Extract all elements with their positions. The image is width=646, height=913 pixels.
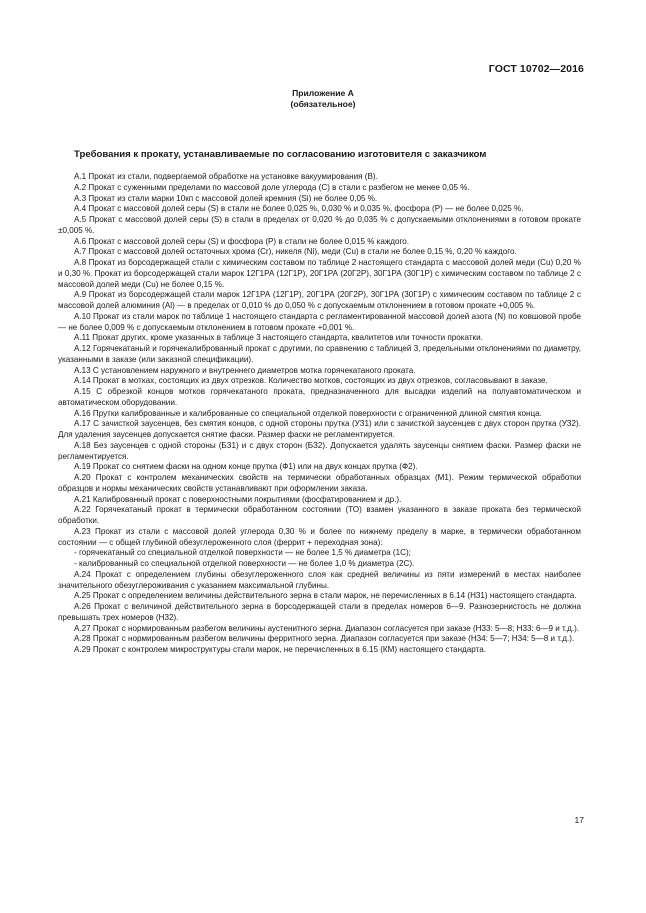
paragraph-a2: А.2 Прокат с суженными пределами по массовой доле углерода (С) в стали с разбегом не менее 0,05 %. — [74, 182, 470, 192]
annex-heading — [0, 88, 646, 110]
paragraph-a5: А.5 Прокат с массовой долей серы (S) в стали в пределах от 0,020 % до 0,035 % с допускаемыми отклонениями в готовом прокате ±0,005 %. — [58, 215, 581, 235]
paragraph-a4: А.4 Прокат с массовой долей серы (S) в стали не более 0,025 %, 0,030 % и 0,035 %, фосфора (Р) — не более 0,025 %. — [74, 204, 524, 214]
page-number: 17 — [574, 815, 584, 825]
paragraph-a3: А.3 Прокат из стали марки 10кп с массовой долей кремния (Si) не более 0,05 %. — [74, 193, 378, 203]
paragraph-a13: А.13 С установлением наружного и внутреннего диаметров мотка горячекатаного проката. — [74, 365, 416, 375]
paragraph-a17: А.17 С зачисткой заусенцев, без смятия концов, с одной стороны прутка (УЗ1) или с зачисткой заусенцев с двух сторон прутка (УЗ2). Для удаления заусенцев допускается снятие фаски. Размер фаски не регламентируется. — [58, 419, 581, 439]
paragraph-a23-item-2: - калиброванный со специальной отделкой поверхности — не более 1,0 % диаметра (2С). — [74, 559, 415, 568]
paragraph-a1: А.1 Прокат из стали, подвергаемой обработке на установке вакуумирования (В). — [74, 172, 378, 181]
paragraph-a11: А.11 Прокат других, кроме указанных в таблице 3 настоящего стандарта, квалитетов или точности прокатки. — [74, 333, 483, 343]
paragraph-a26: А.26 Прокат с величиной действительного зерна в борсодержащей стали в пределах номеров 6—9. Разнозернистость не должна превышать трех номеров (Н32). — [58, 602, 581, 622]
paragraph-a28: А.28 Прокат с нормированным разбегом величины ферритного зерна. Диапазон согласуется при заказе (Н34: 5—7; Н34: 5—8 и т.д.). — [74, 634, 575, 644]
paragraph-a16: А.16 Прутки калиброванные и калиброванные со специальной отделкой поверхности с ограниченной длиной смятия конца. — [74, 408, 542, 418]
paragraph-a15: А.15 С обрезкой концов мотков горячекатаного проката, предназначенного для высадки изделий на полуавтоматическом и автоматическом оборудовании. — [58, 387, 581, 407]
paragraph-a8: А.8 Прокат из борсодержащей стали с химическим составом по таблице 2 настоящего стандарта с массовой долей меди (Cu) 0,20 % и 0,30 %. Прокат из борсодержащей стали марок 12Г1РА (12Г1Р), 20Г1РА (20Г2Р), 30Г1РА (30Г1Р) с химическим составом по таблице 2 с массовой долей меди (Cu) не более 0,15 %. — [58, 258, 581, 289]
paragraph-a9: А.9 Прокат из борсодержащей стали марок 12Г1РА (12Г1Р), 20Г1РА (20Г2Р), 30Г1РА (30Г1Р) с химическим составом по таблице 2 с массовой долей алюминия (Al) — в пределах от 0,010 % до 0,050 % с допускаемым отклонением в готовом прокате +0,005 %. — [58, 290, 581, 310]
paragraph-a25: А.25 Прокат с определением величины действительного зерна в стали марок, не перечисленных в 6.14 (Н31) настоящего стандарта. — [74, 591, 577, 601]
paragraph-a19: А.19 Прокат со снятием фаски на одном конце прутка (Ф1) или на двух концах прутка (Ф2). — [74, 462, 418, 472]
section-title: Требования к прокату, устанавливаемые по согласованию изготовителя с заказчиком — [74, 149, 487, 160]
paragraph-a24: А.24 Прокат с определением глубины обезуглероженного слоя как средней величины из пяти измерений в местах наиболее значительного обезуглероживания с указанием максимальной глубины. — [58, 569, 581, 590]
standard-header: ГОСТ 10702—2016 — [488, 63, 584, 75]
paragraph-a22: А.22 Горячекатаный прокат в термически обработанном состоянии (ТО) взамен указанного в заказе проката без термической обработки. — [58, 505, 581, 525]
paragraph-a20: А.20 Прокат с контролем механических свойств на термически обработанных образцах (М1). Режим термической обработки образцов и нормы механических свойств устанавливают при оформлении заказа. — [58, 473, 581, 493]
paragraph-a23-item-1: - горячекатаный со специальной отделкой поверхности — не более 1,5 % диаметра (1С); — [74, 548, 411, 558]
paragraph-a10: А.10 Прокат из стали марок по таблице 1 настоящего стандарта с регламентированной массовой долей азота (N) по ковшовой пробе — не более 0,009 % с допускаемым отклонением в готовом прокате +0,001 %. — [58, 311, 581, 332]
paragraph-a14: А.14 Прокат в мотках, состоящих из двух отрезков. Количество мотков, состоящих из двух отрезков, согласовывают в заказе. — [74, 376, 548, 386]
paragraph-a23: А.23 Прокат из стали с массовой долей углерода 0,30 % и более по нижнему пределу в марке, в термически обработанном состоянии — с общей глубиной обезуглероженного слоя (феррит + переходная зона): — [58, 526, 581, 547]
annex-title: Приложение А — [292, 88, 354, 98]
annex-subtitle: (обязательное) — [290, 99, 356, 109]
paragraph-a27: А.27 Прокат с нормированным разбегом величины аустенитного зерна. Диапазон согласуется при заказе (Н33: 5—8; Н33: 6—9 и т.д.). — [74, 623, 580, 633]
paragraph-a12: А.12 Горячекатаный и горячекалиброванный прокат с другими, по сравнению с таблицей 3, предельными отклонениями по диаметру, указанными в заказе (или заказной спецификации). — [58, 344, 581, 364]
paragraph-a6: А.6 Прокат с массовой долей серы (S) и фосфора (Р) в стали не более 0,015 % каждого. — [74, 236, 410, 246]
paragraph-a18: А.18 Без заусенцев с одной стороны (БЗ1) и с двух сторон (БЗ2). Допускается удалять заусенцы снятием фаски. Размер фаски не регламентируется. — [58, 440, 581, 461]
paragraph-a29: А.29 Прокат с контролем микроструктуры стали марок, не перечисленных в 6.15 (КМ) настоящего стандарта. — [74, 645, 486, 654]
paragraph-a7: А.7 Прокат с массовой долей остаточных хрома (Cr), никеля (Ni), меди (Cu) в стали не более 0,15 %, 0,20 % каждого. — [74, 247, 517, 257]
requirements-list — [58, 172, 581, 656]
paragraph-a21: А.21 Калиброванный прокат с поверхностными покрытиями (фосфатированием и др.). — [74, 494, 402, 504]
